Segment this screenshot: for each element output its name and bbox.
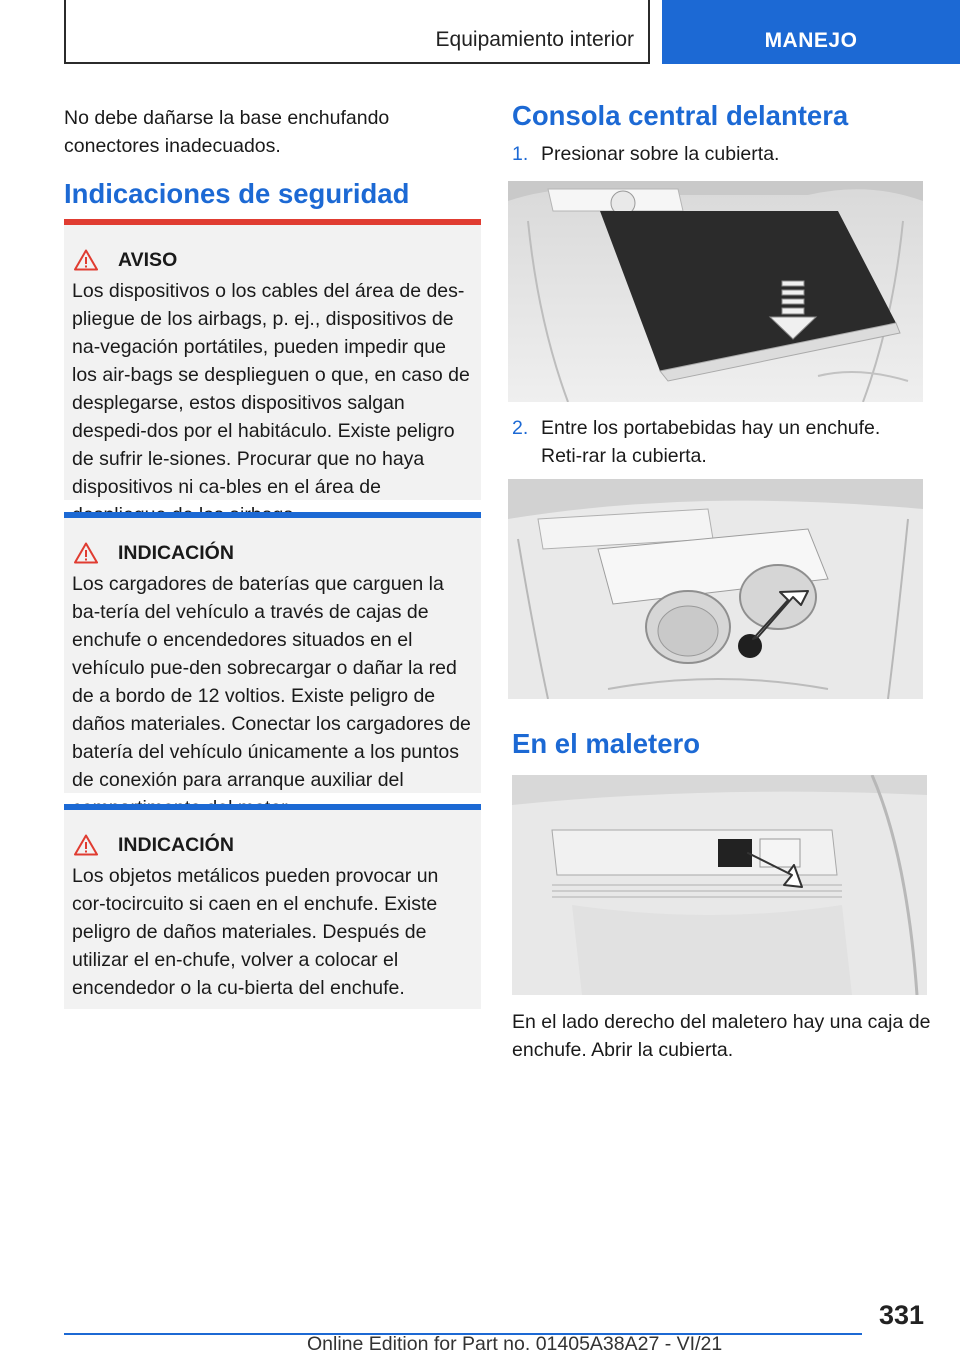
warning-body: Los dispositivos o los cables del área de des-pliegue de los airbags, p. ej., dispositivos de na-vegación portátiles, pueden impedir que los air-bags se desplieguen o que, en caso de desplegarse, estos dispositivos salgan despedi-dos por el habitáculo. Existe peligro de sufrir le-siones. Procurar que no haya dispositivos ni ca-bles en el área de (72, 280, 470, 498)
header-section-title: Equipamiento interior (435, 28, 634, 51)
header-chapter-tab: MANEJO (662, 0, 960, 64)
caution-triangle-icon (74, 542, 98, 564)
trunk-socket-illustration (512, 775, 927, 995)
note-bar (64, 804, 481, 810)
note-box-2 (64, 804, 481, 1009)
caution-triangle-icon (74, 834, 98, 856)
intro-paragraph: No debe dañarse la base enchufando conectores inadecuados. (64, 107, 390, 157)
page-number: 331 (878, 1300, 924, 1330)
note-bar (64, 512, 481, 518)
warning-bar (64, 219, 481, 225)
step-item (512, 140, 924, 168)
note-box-1 (64, 512, 481, 793)
console-heading: Consola central delantera (512, 100, 849, 131)
footer-edition: Online Edition for Part no. 01405A38A27 - VI/21 (307, 1333, 723, 1355)
warning-title: AVISO (118, 248, 178, 271)
note2-title: INDICACIÓN (118, 833, 234, 856)
note1-body: Los cargadores de baterías que carguen la ba-tería del vehículo a través de cajas de enchufe o encendedores situados en el vehículo pue-den sobrecargar o dañar la red de a bordo de 12 voltios. Existe peligro de daños materiales. Conectar los cargadores de batería del vehículo únicamente a los puntos de conexión para arranque auxiliar del (72, 573, 471, 791)
header-section-box (64, 0, 650, 64)
step-number: 1. (512, 143, 529, 165)
warning-triangle-icon (74, 249, 98, 271)
note2-body: Los objetos metálicos pueden provocar un cor-tocircuito si caen en el enchufe. Existe peligro de daños materiales. Después de utilizar el en-chufe, volver a colocar el encendedor o la cu-bierta del enchufe. (72, 865, 439, 999)
note1-title: INDICACIÓN (118, 541, 234, 564)
step-number: 2. (512, 417, 529, 439)
trunk-caption: En el lado derecho del maletero hay una caja de enchufe. Abrir la cubierta. (512, 1011, 931, 1061)
step-item (512, 414, 924, 470)
warning-box (64, 219, 481, 500)
step-text: Presionar sobre la cubierta. (541, 143, 780, 165)
cupholder-socket-illustration (508, 479, 923, 699)
step-text: Entre los portabebidas hay un enchufe. Reti-rar la cubierta. (541, 417, 881, 467)
safety-heading: Indicaciones de seguridad (64, 178, 410, 209)
console-cover-illustration (508, 181, 923, 402)
trunk-heading: En el maletero (512, 728, 700, 759)
